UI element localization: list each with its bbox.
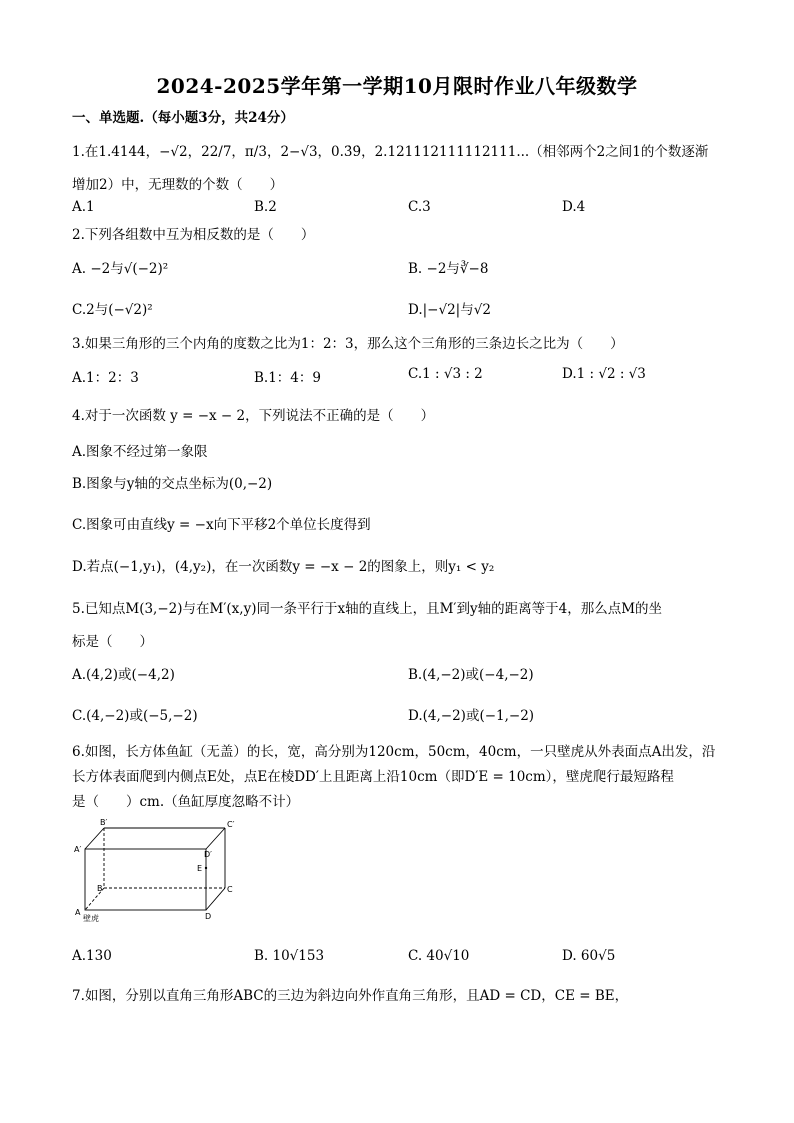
- q1-option-b: B.2: [254, 199, 277, 215]
- q1-option-a: A.1: [72, 199, 95, 215]
- q2-option-c: C.2与(−√2)²: [72, 302, 153, 318]
- label-a: A: [75, 908, 81, 917]
- q4-option-a: A.图象不经过第一象限: [72, 444, 208, 460]
- q6-option-a: A.130: [72, 948, 112, 964]
- q1-option-c: C.3: [408, 199, 431, 215]
- q6-stem-line3: 是（ ）cm.（鱼缸厚度忽略不计）: [72, 794, 300, 810]
- label-aprime: A′: [74, 845, 82, 854]
- exam-title: 2024-2025学年第一学期10月限时作业八年级数学: [156, 74, 638, 98]
- front-face: [85, 849, 206, 910]
- q1-stem-line2: 增加2）中，无理数的个数（ ）: [72, 177, 284, 193]
- q5-option-c: C.(4,−2)或(−5,−2): [72, 708, 198, 724]
- edge-d-c: [206, 888, 225, 910]
- q3-option-b: B.1：4：9: [254, 370, 321, 386]
- q2-option-b: B. −2与∛−8: [408, 261, 489, 277]
- label-bprime: B′: [100, 818, 108, 827]
- q4-option-d: D.若点(−1,y₁)，(4,y₂)，在一次函数y = −x − 2的图象上，则y₁ < y₂: [72, 559, 495, 575]
- fish-tank-figure: [70, 816, 245, 928]
- point-e: [205, 867, 207, 869]
- q3-stem: 3.如果三角形的三个内角的度数之比为1：2：3，那么这个三角形的三条边长之比为（ ）: [72, 336, 624, 352]
- edge-bprime-aprime: [85, 828, 104, 849]
- q3-option-a: A.1：2：3: [72, 370, 139, 386]
- label-b: B: [97, 884, 103, 893]
- edge-cprime-dprime: [206, 828, 225, 849]
- label-c: C: [227, 885, 233, 894]
- label-e: E: [197, 864, 203, 873]
- q1-option-d: D.4: [562, 199, 586, 215]
- q2-stem: 2.下列各组数中互为相反数的是（ ）: [72, 227, 315, 243]
- section-heading: 一、单选题.（每小题3分，共24分）: [72, 110, 294, 126]
- q3-option-d: D.1 : √2 : √3: [562, 366, 646, 382]
- q5-stem-line2: 标是（ ）: [72, 634, 153, 650]
- q4-stem: 4.对于一次函数 y = −x − 2，下列说法不正确的是（ ）: [72, 408, 435, 424]
- q7-stem-line1: 7.如图，分别以直角三角形ABC的三边为斜边向外作直角三角形，且AD = CD，CE = BE，: [72, 988, 629, 1004]
- q5-option-b: B.(4,−2)或(−4,−2): [408, 667, 534, 683]
- q4-option-b: B.图象与y轴的交点坐标为(0,−2): [72, 476, 273, 492]
- q3-option-c: C.1 : √3 : 2: [408, 366, 483, 382]
- q2-option-a: A. −2与√(−2)²: [72, 261, 169, 277]
- label-dprime: D′: [204, 850, 212, 859]
- q2-option-d: D.|−√2|与√2: [408, 302, 491, 318]
- q6-stem-line2: 长方体表面爬到内侧点E处，点E在棱DD′上且距离上沿10cm（即D′E = 10cm），壁虎爬行最短路程: [72, 769, 674, 785]
- q5-stem-line1: 5.已知点M(3,−2)与在M′(x,y)同一条平行于x轴的直线上，且M′到y轴的距离等于4，那么点M的坐: [72, 601, 663, 617]
- q1-stem-line1: 1.在1.4144，−√2，22/7，π/3，2−√3，0.3̇9̇，2.121112111112111...（相邻两个2之间1的个数逐渐: [72, 144, 709, 160]
- label-d: D: [205, 912, 212, 921]
- q6-option-d: D. 60√5: [562, 948, 616, 964]
- label-gecko: 壁虎: [83, 914, 99, 923]
- q4-option-c: C.图象可由直线y = −x向下平移2个单位长度得到: [72, 517, 371, 533]
- label-cprime: C′: [227, 820, 235, 829]
- q5-option-d: D.(4,−2)或(−1,−2): [408, 708, 535, 724]
- q6-stem-line1: 6.如图，长方体鱼缸（无盖）的长，宽，高分别为120cm，50cm，40cm，一只壁虎从外表面点A出发，沿: [72, 744, 716, 760]
- q6-option-b: B. 10√153: [254, 948, 325, 964]
- q5-option-a: A.(4,2)或(−4,2): [72, 667, 175, 683]
- q6-option-c: C. 40√10: [408, 948, 470, 964]
